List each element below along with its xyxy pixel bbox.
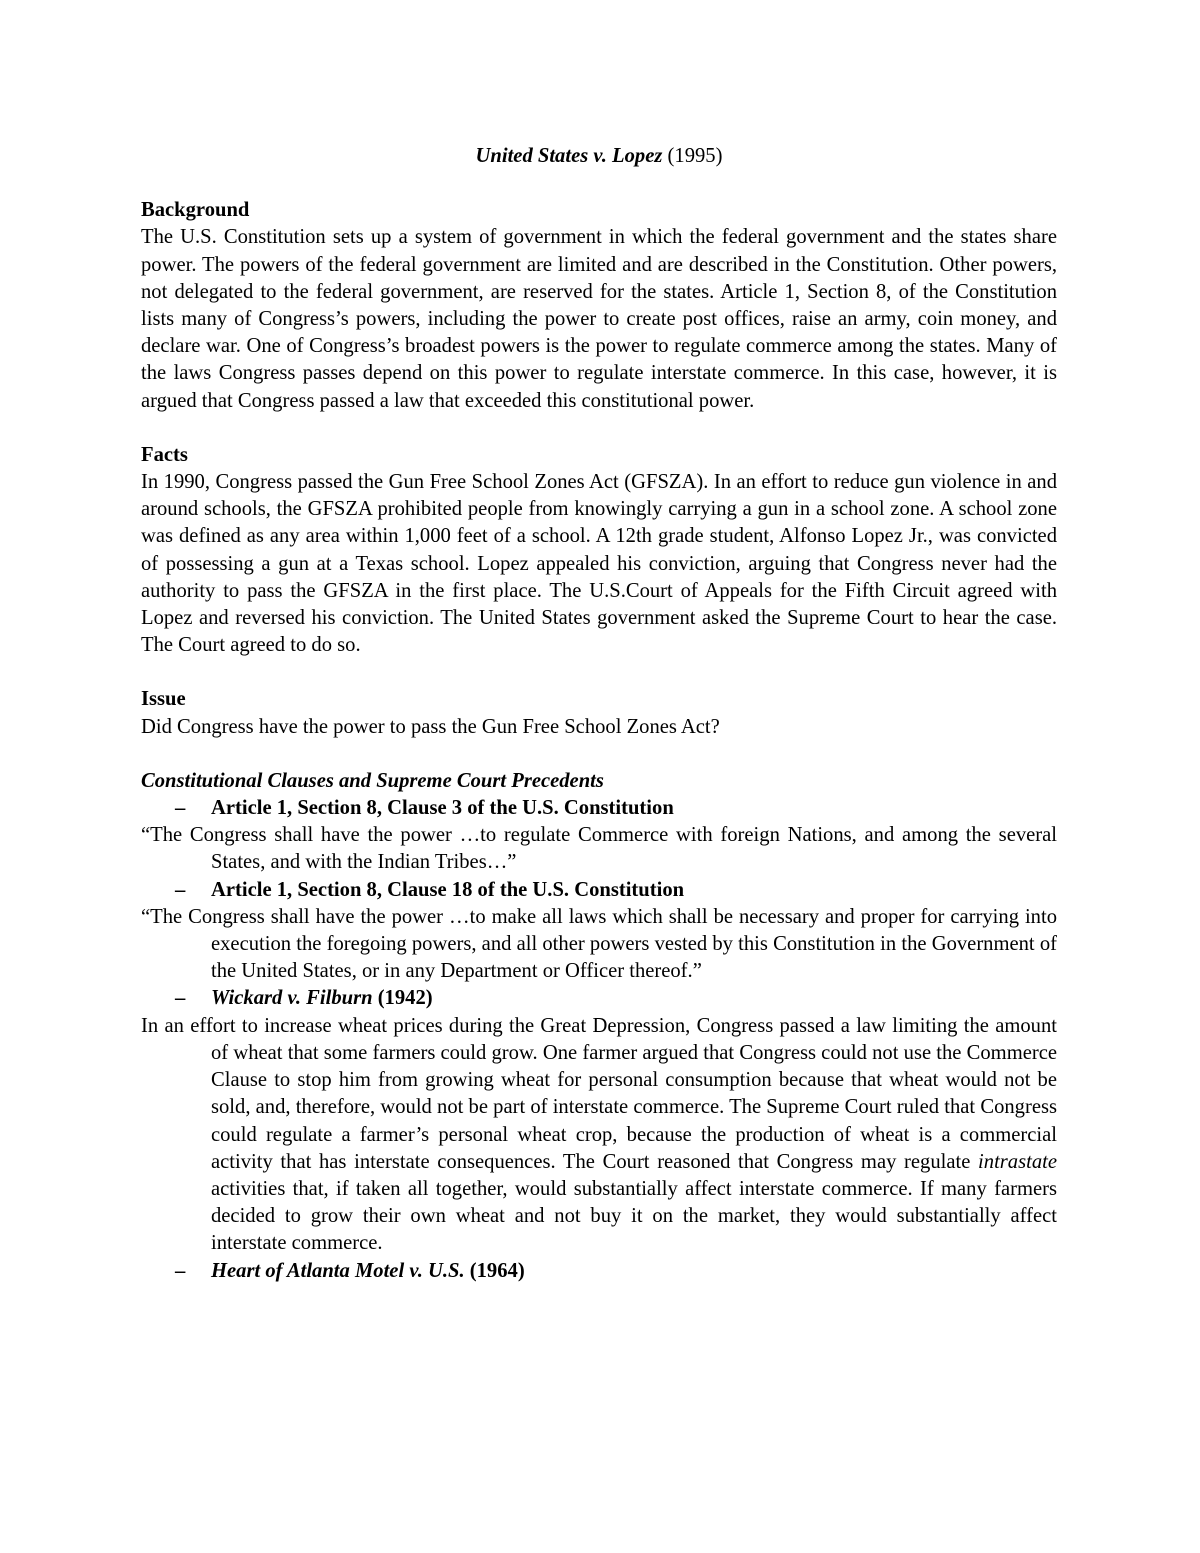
issue-heading: Issue xyxy=(141,688,186,711)
dash-bullet: – xyxy=(175,797,186,820)
dash-bullet: – xyxy=(175,878,186,901)
dash-bullet: – xyxy=(175,1259,186,1282)
precedent-title-text: Article 1, Section 8, Clause 3 of the U.S. Constitution xyxy=(211,797,674,820)
precedent-title-heart-of-atlanta xyxy=(141,1258,1057,1285)
issue-text: Did Congress have the power to pass the Gun Free School Zones Act? xyxy=(141,715,720,738)
page-title xyxy=(141,143,1057,170)
wickard-text-part-1: In an effort to increase wheat prices during the Great Depression, Congress passed a law limiting the amount of wheat that some farmers could grow. One farmer argued that Congress could not use the Commerce Clause to stop him from growing wheat for personal consumption because that wheat would not be sold, and, therefore, would not be part of interstate commerce. The Supreme Court ruled that Congress could regulate a farmer’s personal wheat crop, because the production of wheat is a commercial activity that has interstate consequences. The Court reasoned that Congress may regulate xyxy=(141,1014,1057,1173)
facts-heading: Facts xyxy=(141,443,188,466)
background-text: The U.S. Constitution sets up a system of government in which the federal government and the states share power. The powers of the federal government are limited and are described in the Constitution. Other powers, not delegated to the federal government, are reserved for the states. Article 1, Section 8, of the Constitution lists many of Congress’s powers, including the power to create post offices, raise an army, coin money, and declare war. One of Congress’s broadest powers is the power to regulate commerce among the states. Many of the laws Congress passes depend on this power to regulate interstate commerce. In this case, however, it is argued that Congress passed a law that exceeded this constitutional power. xyxy=(141,226,1057,412)
precedent-title-clause-18 xyxy=(141,877,1057,904)
dash-bullet: – xyxy=(175,987,186,1010)
precedent-text-clause-18: “The Congress shall have the power …to make all laws which shall be necessary and proper for carrying into execution the foregoing powers, and all other powers vested by this Constitution in the Government of the United States, or in any Department or Officer thereof.” xyxy=(141,905,1057,983)
precedent-case-name: Wickard v. Filburn xyxy=(211,987,373,1010)
facts-text: In 1990, Congress passed the Gun Free School Zones Act (GFSZA). In an effort to reduce gun violence in and around schools, the GFSZA prohibited people from knowingly carrying a gun in a school zone. A school zone was defined as any area within 1,000 feet of a school. A 12th grade student, Alfonso Lopez Jr., was convicted of possessing a gun at a Texas school. Lopez appealed his conviction, arguing that Congress never had the authority to pass the GFSZA in the first place. The U.S.Court of Appeals for the Fifth Circuit agreed with Lopez and reversed his conviction. The United States government asked the Supreme Court to hear the case. The Court agreed to do so. xyxy=(141,471,1057,657)
case-year: (1995) xyxy=(662,145,723,167)
precedents-heading: Constitutional Clauses and Supreme Court Precedents xyxy=(141,769,604,792)
document-content xyxy=(141,143,1057,1285)
precedent-text-wickard xyxy=(141,1013,1057,1258)
precedent-case-year: (1942) xyxy=(372,987,433,1010)
case-name: United States v. Lopez xyxy=(475,145,663,167)
precedent-title-text: Article 1, Section 8, Clause 18 of the U.S. Constitution xyxy=(211,878,685,901)
precedent-text-clause-3: “The Congress shall have the power …to regulate Commerce with foreign Nations, and among the several States, and with the Indian Tribes…” xyxy=(141,824,1057,874)
precedent-title-clause-3 xyxy=(141,795,1057,822)
precedent-case-year: (1964) xyxy=(464,1259,525,1282)
wickard-text-emphasis: intrastate xyxy=(978,1150,1057,1173)
precedent-case-name: Heart of Atlanta Motel v. U.S. xyxy=(211,1259,465,1282)
wickard-text-part-2: activities that, if taken all together, would substantially affect interstate commerce. If many farmers decided to grow their own wheat and not buy it on the market, they would substantially affect interstate commerce. xyxy=(211,1177,1057,1255)
precedent-title-wickard xyxy=(141,985,1057,1012)
background-heading: Background xyxy=(141,199,250,222)
